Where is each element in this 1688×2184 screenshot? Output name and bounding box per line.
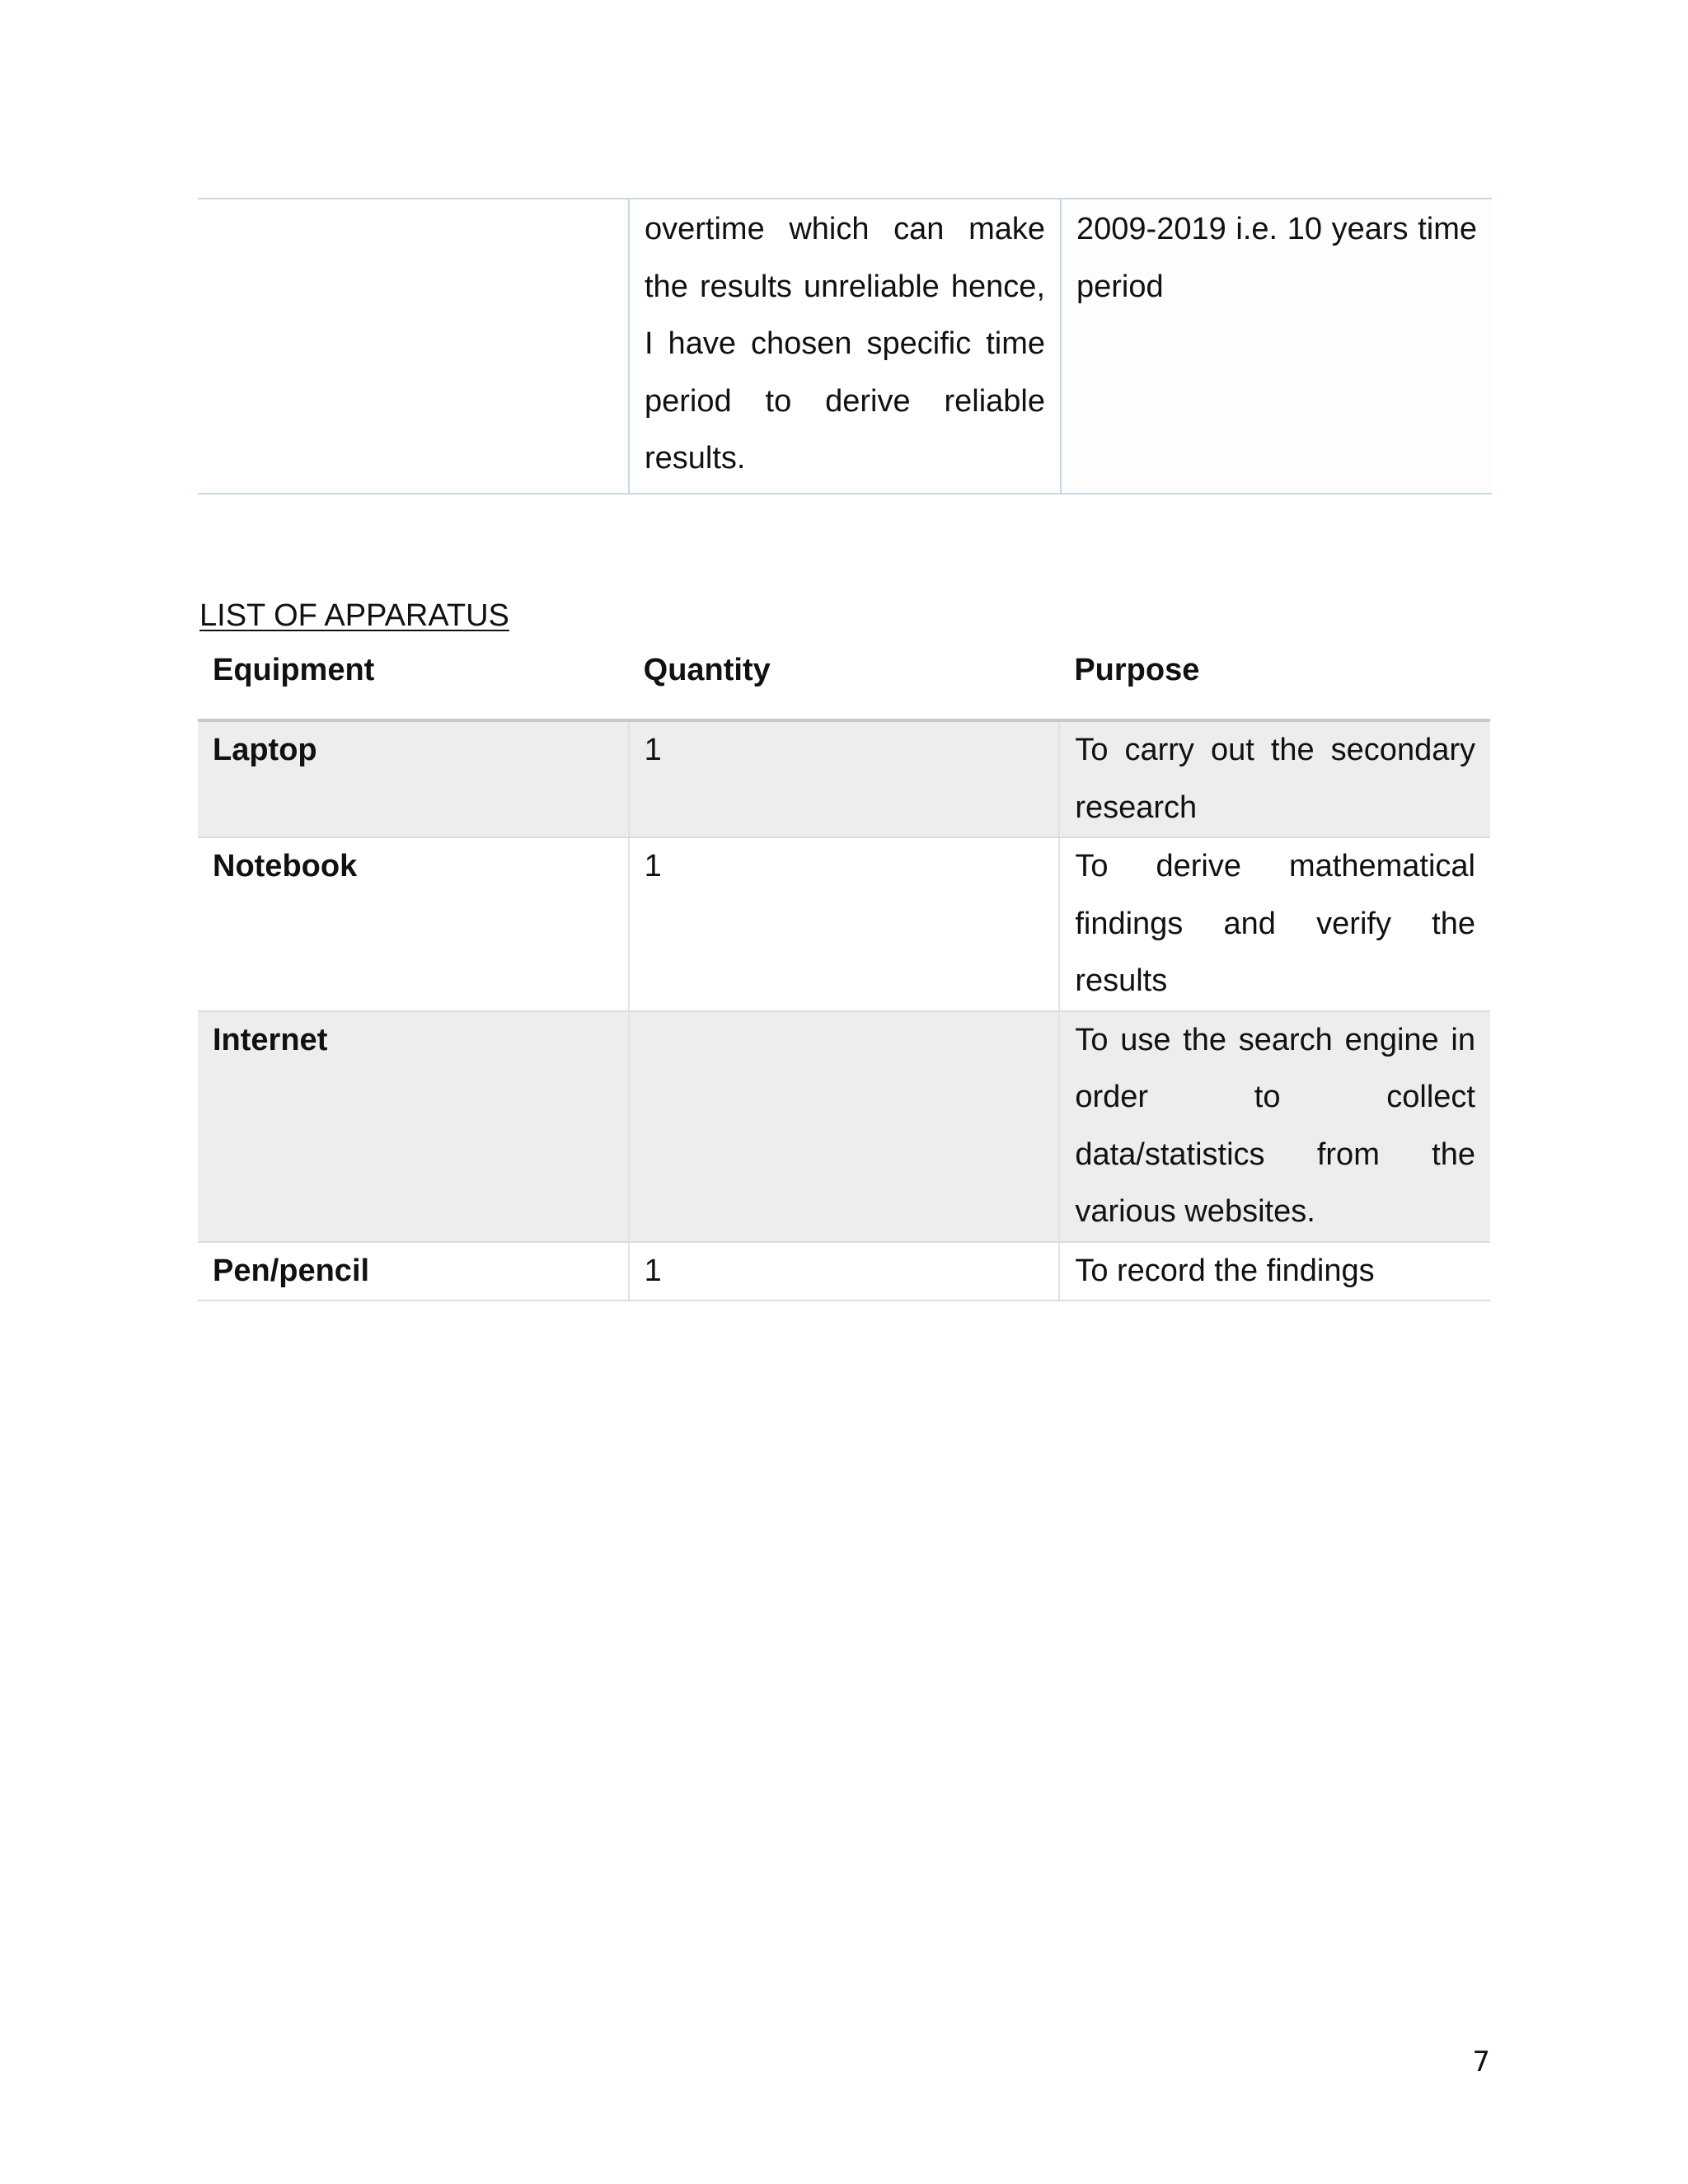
table-row	[198, 1242, 1490, 1301]
header-quantity: Quantity	[629, 649, 1060, 720]
purpose-cell: To derive mathematical findings and verify the results	[1059, 837, 1490, 1011]
equipment-cell: Internet	[198, 1011, 629, 1242]
table-row	[198, 720, 1490, 837]
quantity-cell: 1	[629, 837, 1060, 1011]
equipment-cell: Laptop	[198, 720, 629, 837]
equipment-cell: Pen/pencil	[198, 1242, 629, 1301]
table-row	[198, 1011, 1490, 1242]
equipment-cell: Notebook	[198, 837, 629, 1011]
table-cell	[198, 199, 629, 494]
purpose-cell: To record the findings	[1059, 1242, 1490, 1301]
table-cell	[1061, 199, 1492, 494]
quantity-cell: 1	[629, 1242, 1060, 1301]
apparatus-table	[198, 649, 1490, 1301]
purpose-cell: To use the search engine in order to collect data/statistics from the various websites.	[1059, 1011, 1490, 1242]
quantity-cell	[629, 1011, 1060, 1242]
cell-text: overtime which can make the results unreliable hence, I have chosen specific time period to derive reliable results.	[645, 212, 1045, 476]
section-title: LIST OF APPARATUS	[199, 598, 509, 633]
cell-text: 2009-2019 i.e. 10 years time period	[1076, 212, 1477, 304]
continuation-table	[198, 198, 1492, 494]
table-row	[198, 837, 1490, 1011]
header-purpose: Purpose	[1059, 649, 1490, 720]
table-cell	[629, 199, 1061, 494]
table-row	[198, 199, 1492, 494]
cell-text	[213, 199, 613, 206]
header-equipment: Equipment	[198, 649, 629, 720]
table-header-row	[198, 649, 1490, 720]
quantity-cell: 1	[629, 720, 1060, 837]
purpose-cell: To carry out the secondary research	[1059, 720, 1490, 837]
page-number: 7	[1472, 2046, 1490, 2079]
